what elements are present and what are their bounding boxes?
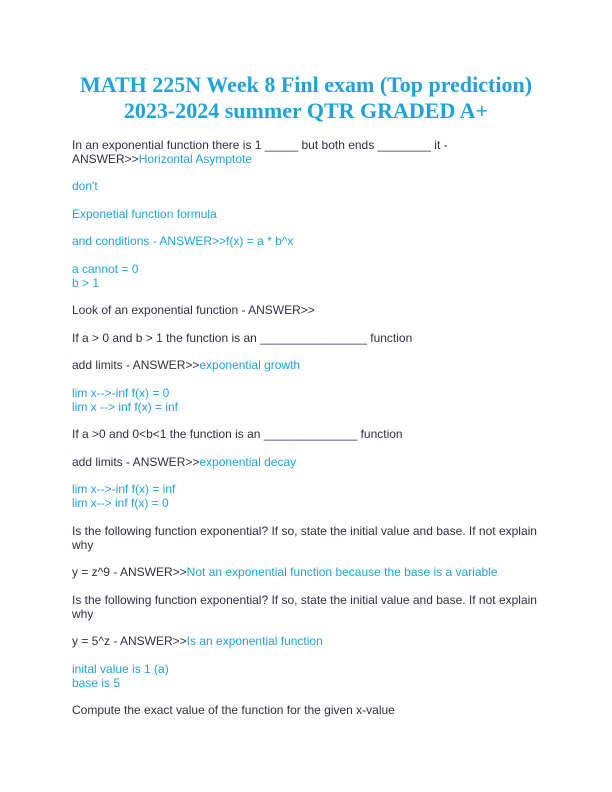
question-text: why bbox=[72, 607, 94, 621]
answer-text: lim x --> inf f(x) = inf bbox=[72, 400, 179, 414]
qa-block-13 bbox=[72, 524, 548, 552]
answer-text: exponential growth bbox=[199, 358, 301, 372]
qa-block-9 bbox=[72, 386, 548, 414]
document-title-line-1: MATH 225N Week 8 Finl exam (Top prediction) bbox=[79, 72, 533, 97]
question-text: add limits - ANSWER>> bbox=[72, 358, 200, 372]
qa-block-7 bbox=[72, 331, 548, 345]
answer-text: inital value is 1 (a) bbox=[72, 662, 169, 676]
answer-text: base is 5 bbox=[72, 676, 121, 690]
answer-text: exponential decay bbox=[199, 455, 297, 469]
question-text: why bbox=[72, 538, 94, 552]
qa-block-10 bbox=[72, 427, 548, 441]
answer-text: don't bbox=[72, 179, 98, 193]
answer-text: lim x--> inf f(x) = 0 bbox=[72, 496, 169, 510]
question-text: If a > 0 and b > 1 the function is an ________________ function bbox=[72, 331, 413, 345]
question-text: add limits - ANSWER>> bbox=[72, 455, 200, 469]
question-text: Look of an exponential function - ANSWER>> bbox=[72, 303, 315, 317]
question-text: y = 5^z - ANSWER>> bbox=[72, 634, 187, 648]
answer-text: Exponetial function formula bbox=[72, 207, 217, 221]
question-text: If a >0 and 0<b<1 the function is an ______________ function bbox=[72, 427, 403, 441]
answer-text: lim x-->-inf f(x) = 0 bbox=[72, 386, 170, 400]
qa-block-2 bbox=[72, 179, 548, 193]
question-text: Compute the exact value of the function for the given x-value bbox=[72, 703, 395, 717]
question-text: y = z^9 - ANSWER>> bbox=[72, 565, 187, 579]
answer-text: lim x-->-inf f(x) = inf bbox=[72, 482, 176, 496]
answer-text: b > 1 bbox=[72, 276, 100, 290]
question-text: Is the following function exponential? If so, state the initial value and base. If not explain bbox=[72, 593, 537, 607]
qa-block-12 bbox=[72, 482, 548, 510]
qa-block-5 bbox=[72, 262, 548, 290]
qa-block-11 bbox=[72, 455, 548, 469]
qa-block-18 bbox=[72, 703, 548, 717]
qa-block-8 bbox=[72, 358, 548, 372]
answer-text: Is an exponential function bbox=[186, 634, 323, 648]
document-title-line-2: 2023-2024 summer QTR GRADED A+ bbox=[123, 98, 489, 123]
qa-block-16 bbox=[72, 634, 548, 648]
answer-text: Horizontal Asymptote bbox=[138, 152, 253, 166]
qa-block-4 bbox=[72, 234, 548, 248]
qa-block-6 bbox=[72, 303, 548, 317]
qa-block-15 bbox=[72, 593, 548, 621]
answer-text: a cannot = 0 bbox=[72, 262, 139, 276]
question-text: In an exponential function there is 1 _____ but both ends ________ it - bbox=[72, 138, 448, 152]
question-text: Is the following function exponential? If so, state the initial value and base. If not explain bbox=[72, 524, 537, 538]
qa-block-1 bbox=[72, 138, 548, 166]
answer-prefix: ANSWER>> bbox=[72, 152, 139, 166]
qa-block-14 bbox=[72, 565, 548, 579]
answer-text: and conditions - ANSWER>>f(x) = a * b^x bbox=[72, 234, 294, 248]
answer-text: Not an exponential function because the base is a variable bbox=[186, 565, 498, 579]
qa-block-17 bbox=[72, 662, 548, 690]
qa-block-3 bbox=[72, 207, 548, 221]
